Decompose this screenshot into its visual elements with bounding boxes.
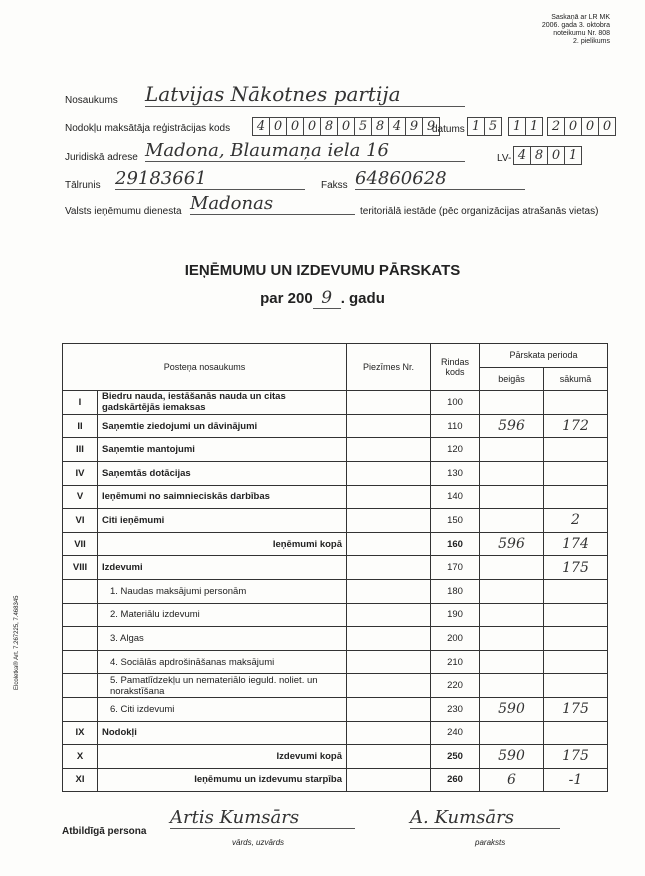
reg-code-digit[interactable]: 4	[388, 117, 406, 136]
date-year-digit[interactable]: 0	[564, 117, 582, 136]
row-start-value[interactable]: 2	[544, 509, 608, 533]
row-start-value[interactable]	[544, 391, 608, 415]
row-numeral	[63, 579, 98, 603]
reg-code-digit[interactable]: 9	[405, 117, 423, 136]
reg-code-digit[interactable]: 0	[303, 117, 321, 136]
row-start-value[interactable]	[544, 674, 608, 698]
row-name: Ieņēmumi kopā	[98, 532, 347, 556]
row-numeral	[63, 674, 98, 698]
row-numeral: IX	[63, 721, 98, 745]
row-start-value[interactable]	[544, 650, 608, 674]
row-code: 140	[431, 485, 480, 509]
row-end-value[interactable]	[480, 579, 544, 603]
row-numeral: XI	[63, 768, 98, 792]
reg-code-digit[interactable]: 0	[337, 117, 355, 136]
table-row	[63, 721, 608, 745]
legal-reference: Saskaņā ar LR MK 2006. gada 3. oktobra noteikumu Nr. 808 2. pielikums	[541, 14, 610, 45]
table-row	[63, 414, 608, 438]
row-code: 190	[431, 603, 480, 627]
table-row	[63, 674, 608, 698]
table-row	[63, 579, 608, 603]
table-row	[63, 532, 608, 556]
fax-label: Fakss	[321, 180, 348, 191]
row-note[interactable]	[347, 745, 431, 769]
row-numeral: V	[63, 485, 98, 509]
row-code: 200	[431, 627, 480, 651]
signature: A. Kumsārs	[410, 807, 560, 829]
date-year-digit[interactable]: 0	[581, 117, 599, 136]
row-start-value[interactable]	[544, 721, 608, 745]
row-end-value[interactable]	[480, 438, 544, 462]
reg-code-digit[interactable]: 0	[269, 117, 287, 136]
row-note[interactable]	[347, 768, 431, 792]
row-note[interactable]	[347, 509, 431, 533]
table-row	[63, 768, 608, 792]
table-row	[63, 461, 608, 485]
vid-field[interactable]: Madonas	[190, 193, 355, 215]
row-numeral: II	[63, 414, 98, 438]
row-note[interactable]	[347, 721, 431, 745]
row-end-value[interactable]	[480, 603, 544, 627]
report-title: IEŅĒMUMU UN IZDEVUMU PĀRSKATS	[184, 262, 461, 279]
row-note[interactable]	[347, 579, 431, 603]
row-start-value[interactable]: 174	[544, 532, 608, 556]
table-row	[63, 438, 608, 462]
row-start-value[interactable]	[544, 485, 608, 509]
postal-code-digit[interactable]: 1	[564, 146, 582, 165]
postal-code-boxes[interactable]	[514, 146, 582, 165]
row-name: Saņemtie ziedojumi un dāvinājumi	[98, 414, 347, 438]
row-end-value[interactable]	[480, 461, 544, 485]
row-code: 250	[431, 745, 480, 769]
row-numeral	[63, 650, 98, 674]
row-code: 260	[431, 768, 480, 792]
vid-suffix: teritoriālā iestāde (pēc organizācijas atrašanās vietas)	[360, 206, 599, 217]
row-note[interactable]	[347, 627, 431, 651]
table-row	[63, 627, 608, 651]
row-numeral: VII	[63, 532, 98, 556]
table-row	[63, 650, 608, 674]
fax-field[interactable]: 64860628	[355, 168, 525, 190]
row-start-value[interactable]	[544, 603, 608, 627]
table-row	[63, 509, 608, 533]
row-code: 240	[431, 721, 480, 745]
postal-code-digit[interactable]: 0	[547, 146, 565, 165]
col-code-header: Rindas kods	[431, 344, 480, 391]
row-name: Citi ieņēmumi	[98, 509, 347, 533]
row-numeral	[63, 697, 98, 721]
reg-code-digit[interactable]: 0	[286, 117, 304, 136]
row-start-value[interactable]: 175	[544, 556, 608, 580]
row-code: 150	[431, 509, 480, 533]
date-month-digit[interactable]: 1	[508, 117, 526, 136]
row-start-value[interactable]: 172	[544, 414, 608, 438]
row-end-value[interactable]: 596	[480, 532, 544, 556]
col-start-header: sākumā	[544, 367, 608, 391]
row-code: 130	[431, 461, 480, 485]
reg-code-digit[interactable]: 8	[320, 117, 338, 136]
date-month-boxes[interactable]	[509, 117, 543, 136]
row-end-value[interactable]: 590	[480, 745, 544, 769]
col-period-header: Pārskata perioda	[480, 344, 608, 368]
responsible-person-label: Atbildīgā persona	[62, 826, 147, 837]
row-note[interactable]	[347, 485, 431, 509]
row-name: 2. Materiālu izdevumi	[98, 603, 347, 627]
row-end-value[interactable]	[480, 721, 544, 745]
row-note[interactable]	[347, 556, 431, 580]
row-numeral: IV	[63, 461, 98, 485]
row-end-value[interactable]: 596	[480, 414, 544, 438]
table-row	[63, 391, 608, 415]
row-end-value[interactable]	[480, 485, 544, 509]
row-name: 1. Naudas maksājumi personām	[98, 579, 347, 603]
responsible-name-signature: Artis Kumsārs	[170, 807, 355, 829]
row-start-value[interactable]	[544, 461, 608, 485]
postal-label: LV-	[497, 153, 512, 164]
row-code: 170	[431, 556, 480, 580]
signature-caption: paraksts	[475, 838, 506, 847]
row-note[interactable]	[347, 674, 431, 698]
row-name: Nodokļi	[98, 721, 347, 745]
reg-code-digit[interactable]: 5	[354, 117, 372, 136]
postal-code-digit[interactable]: 4	[513, 146, 531, 165]
row-note[interactable]	[347, 697, 431, 721]
row-numeral: VIII	[63, 556, 98, 580]
row-end-value[interactable]	[480, 650, 544, 674]
reg-code-boxes[interactable]	[253, 117, 440, 136]
row-numeral: I	[63, 391, 98, 415]
row-start-value[interactable]: -1	[544, 768, 608, 792]
address-label: Juridiskā adrese	[65, 152, 138, 163]
phone-field[interactable]: 29183661	[115, 168, 305, 190]
row-numeral: X	[63, 745, 98, 769]
row-name: 4. Sociālās apdrošināšanas maksājumi	[98, 650, 347, 674]
row-name: Biedru nauda, iestāšanās nauda un citas gadskārtējās iemaksas	[98, 391, 347, 415]
reg-label: Nodokļu maksātāja reģistrācijas kods	[65, 123, 231, 134]
row-name: Saņemtie mantojumi	[98, 438, 347, 462]
name-label: Nosaukums	[65, 95, 118, 106]
table-row	[63, 556, 608, 580]
row-end-value[interactable]	[480, 556, 544, 580]
row-note[interactable]	[347, 391, 431, 415]
row-end-value[interactable]	[480, 627, 544, 651]
reg-code-digit[interactable]: 4	[252, 117, 270, 136]
name-field[interactable]: Latvijas Nākotnes partija	[145, 82, 465, 107]
row-start-value[interactable]: 175	[544, 697, 608, 721]
row-end-value[interactable]	[480, 674, 544, 698]
row-name: Ieņēmumu un izdevumu starpība	[98, 768, 347, 792]
row-note[interactable]	[347, 650, 431, 674]
phone-label: Tālrunis	[65, 180, 101, 191]
row-code: 120	[431, 438, 480, 462]
row-note[interactable]	[347, 532, 431, 556]
row-code: 160	[431, 532, 480, 556]
row-code: 220	[431, 674, 480, 698]
date-month-digit[interactable]: 1	[525, 117, 543, 136]
table-row	[63, 485, 608, 509]
table-row	[63, 603, 608, 627]
table-row	[63, 697, 608, 721]
row-end-value[interactable]: 590	[480, 697, 544, 721]
row-start-value[interactable]	[544, 579, 608, 603]
date-year-digit[interactable]: 0	[598, 117, 616, 136]
date-year-digit[interactable]: 2	[547, 117, 565, 136]
year-digit-field[interactable]: 9	[313, 288, 341, 309]
name-caption: vārds, uzvārds	[232, 838, 285, 847]
col-name-header: Posteņa nosaukums	[63, 344, 347, 391]
row-note[interactable]	[347, 438, 431, 462]
row-numeral: III	[63, 438, 98, 462]
row-code: 230	[431, 697, 480, 721]
row-start-value[interactable]	[544, 438, 608, 462]
row-code: 210	[431, 650, 480, 674]
table-row	[63, 745, 608, 769]
date-day-digit[interactable]: 5	[484, 117, 502, 136]
row-name: 3. Algas	[98, 627, 347, 651]
row-numeral: VI	[63, 509, 98, 533]
report-subtitle: par 200 9 . gadu	[260, 288, 385, 308]
row-note[interactable]	[347, 414, 431, 438]
row-code: 180	[431, 579, 480, 603]
date-day-boxes[interactable]	[468, 117, 502, 136]
row-name: 6. Citi izdevumi	[98, 697, 347, 721]
row-name: Ieņēmumi no saimnieciskās darbības	[98, 485, 347, 509]
row-name: Izdevumi	[98, 556, 347, 580]
row-numeral	[63, 627, 98, 651]
col-note-header: Piezīmes Nr.	[347, 344, 431, 391]
row-name: 5. Pamatlīdzekļu un nemateriālo ieguld. noliet. un norakstīšana	[98, 674, 347, 698]
row-end-value[interactable]	[480, 509, 544, 533]
reg-code-digit[interactable]: 8	[371, 117, 389, 136]
address-field[interactable]: Madona, Blaumaņa iela 16	[145, 140, 465, 162]
date-label: datums	[432, 124, 465, 135]
date-day-digit[interactable]: 1	[467, 117, 485, 136]
row-code: 110	[431, 414, 480, 438]
row-numeral	[63, 603, 98, 627]
row-name: Saņemtās dotācijas	[98, 461, 347, 485]
row-note[interactable]	[347, 603, 431, 627]
report-table	[62, 343, 608, 792]
col-end-header: beigās	[480, 367, 544, 391]
row-end-value[interactable]: 6	[480, 768, 544, 792]
vid-label: Valsts ieņēmumu dienesta	[65, 206, 182, 217]
date-year-boxes[interactable]	[548, 117, 616, 136]
row-note[interactable]	[347, 461, 431, 485]
row-code: 100	[431, 391, 480, 415]
side-note: Elcoletka® Art. 7.267225, 7.468345	[14, 595, 20, 690]
reg-code-digit[interactable]: 9	[422, 117, 440, 136]
row-start-value[interactable]: 175	[544, 745, 608, 769]
row-start-value[interactable]	[544, 627, 608, 651]
row-end-value[interactable]	[480, 391, 544, 415]
postal-code-digit[interactable]: 8	[530, 146, 548, 165]
row-name: Izdevumi kopā	[98, 745, 347, 769]
